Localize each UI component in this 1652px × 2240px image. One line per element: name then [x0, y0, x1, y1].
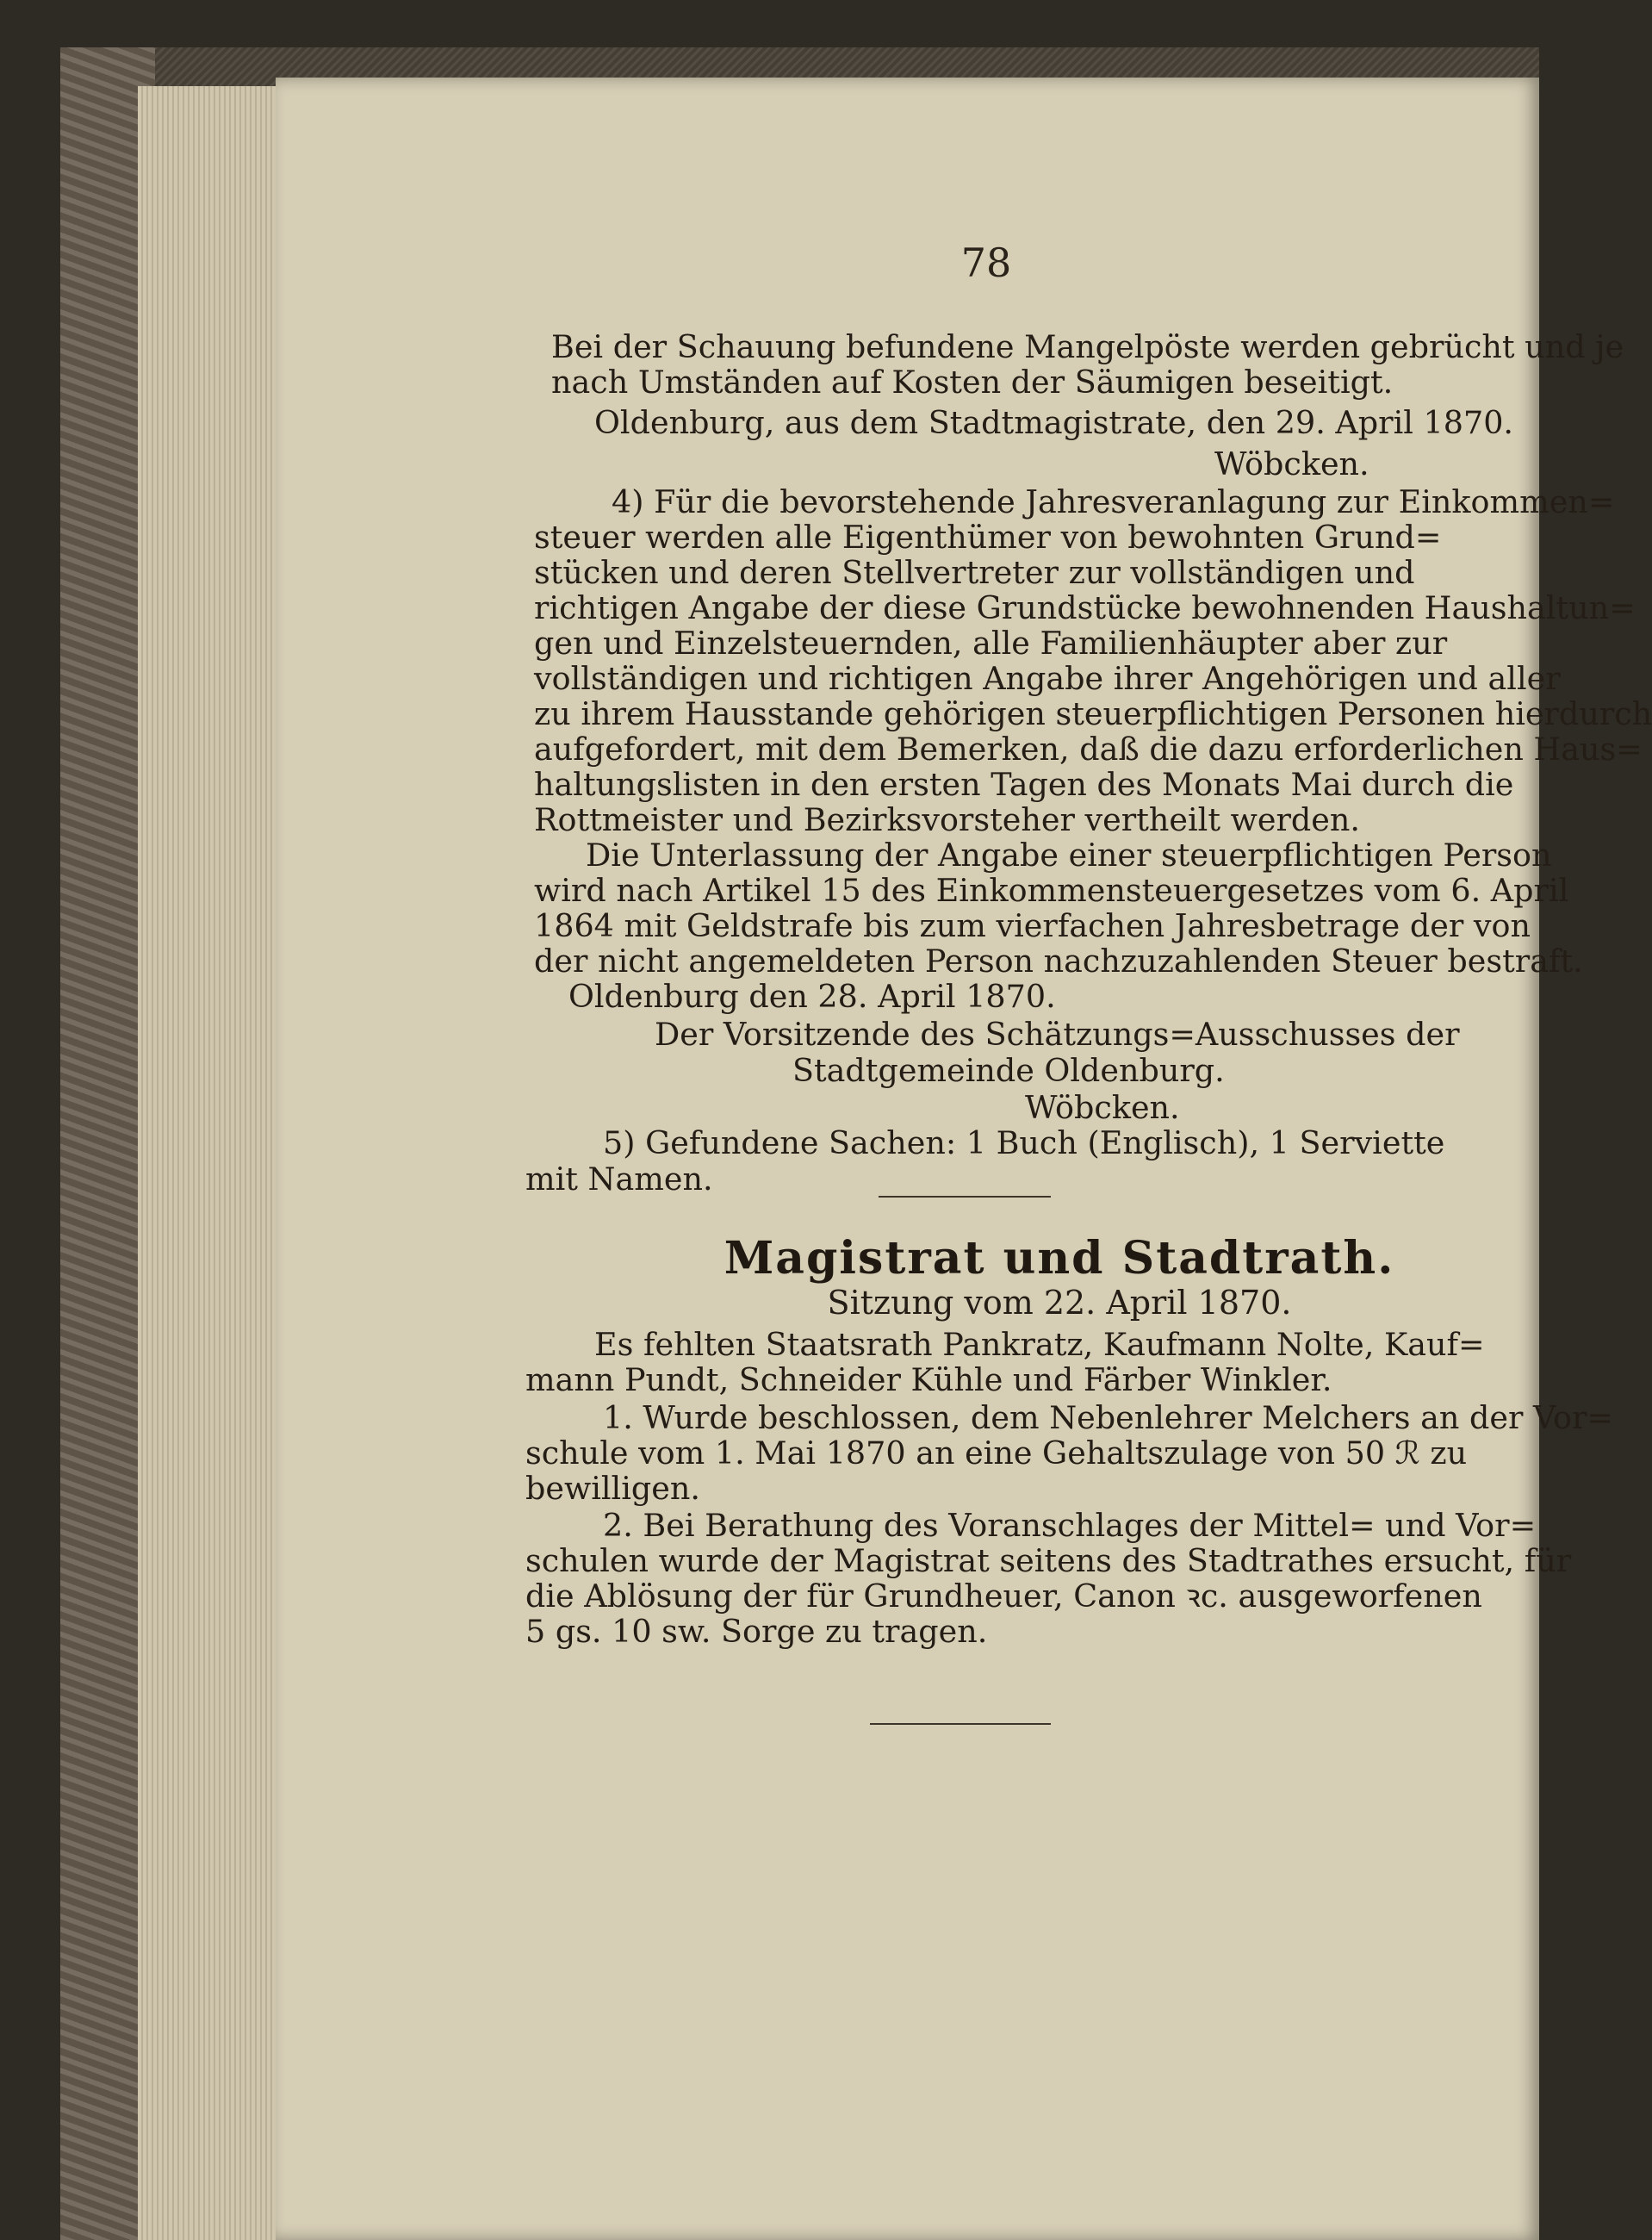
page-edges — [138, 86, 293, 2240]
text-line: aufgefordert, mit dem Bemerken, daß die dazu erforderlichen Haus= — [534, 731, 1643, 768]
signature-line: Wöbcken. — [1025, 1089, 1180, 1126]
text-line: Es fehlten Staatsrath Pankratz, Kaufmann Nolte, Kauf= — [594, 1326, 1485, 1363]
text-line: Der Vorsitzende des Schätzungs=Ausschusses der — [655, 1016, 1460, 1053]
horizontal-rule-icon — [870, 1723, 1051, 1725]
text-line: stücken und deren Stellvertreter zur vollständigen und — [534, 554, 1415, 591]
text-line: zu ihrem Hausstande gehörigen steuerpflichtigen Personen hierdurch — [534, 695, 1652, 732]
text-line: Die Unterlassung der Angabe einer steuerpflichtigen Person — [586, 837, 1552, 874]
text-line: 5) Gefundene Sachen: 1 Buch (Englisch), 1 Serviette — [603, 1124, 1445, 1161]
section-heading: Magistrat und Stadtrath. — [724, 1232, 1395, 1285]
text-line: schule vom 1. Mai 1870 an eine Gehaltszulage von 50 ℛ zu — [525, 1434, 1468, 1472]
text-line: mit Namen. — [525, 1160, 713, 1198]
text-line: Oldenburg, aus dem Stadtmagistrate, den 29. April 1870. — [594, 404, 1514, 441]
page-number: 78 — [960, 240, 1012, 286]
text-line: richtigen Angabe der diese Grundstücke bewohnenden Haushaltun= — [534, 589, 1636, 626]
text-line: Rottmeister und Bezirksvorsteher vertheilt werden. — [534, 801, 1360, 838]
text-line: Bei der Schauung befundene Mangelpöste werden gebrücht und je — [551, 328, 1624, 365]
text-line: schulen wurde der Magistrat seitens des Stadtrathes ersucht, für — [525, 1542, 1572, 1579]
text-line: Stadtgemeinde Oldenburg. — [792, 1052, 1225, 1089]
horizontal-rule-icon — [879, 1196, 1051, 1198]
text-line: nach Umständen auf Kosten der Säumigen beseitigt. — [551, 364, 1394, 401]
signature-line: Wöbcken. — [1214, 445, 1369, 482]
text-line: haltungslisten in den ersten Tagen des Monats Mai durch die — [534, 766, 1514, 803]
text-line: 1. Wurde beschlossen, dem Nebenlehrer Melchers an der Vor= — [603, 1399, 1614, 1436]
text-line: 2. Bei Berathung des Voranschlages der Mittel= und Vor= — [603, 1507, 1537, 1544]
text-line: die Ablösung der für Grundheuer, Canon ꝛc. ausgeworfenen — [525, 1577, 1482, 1615]
text-line: wird nach Artikel 15 des Einkommensteuergesetzes vom 6. April — [534, 872, 1569, 909]
text-line: 5 gs. 10 sw. Sorge zu tragen. — [525, 1613, 988, 1650]
text-line: mann Pundt, Schneider Kühle und Färber Winkler. — [525, 1361, 1332, 1398]
section-subheading: Sitzung vom 22. April 1870. — [827, 1284, 1292, 1322]
text-line: 1864 mit Geldstrafe bis zum vierfachen Jahresbetrage der von — [534, 907, 1531, 944]
text-line: vollständigen und richtigen Angabe ihrer Angehörigen und aller — [534, 660, 1561, 697]
text-line: gen und Einzelsteuernden, alle Familienhäupter aber zur — [534, 625, 1448, 662]
text-line: steuer werden alle Eigenthümer von bewohnten Grund= — [534, 519, 1442, 556]
text-line: 4) Für die bevorstehende Jahresveranlagung zur Einkommen= — [612, 483, 1615, 520]
text-line: Oldenburg den 28. April 1870. — [568, 978, 1056, 1015]
text-line: bewilligen. — [525, 1470, 700, 1507]
text-line: der nicht angemeldeten Person nachzuzahlenden Steuer bestraft. — [534, 943, 1583, 980]
